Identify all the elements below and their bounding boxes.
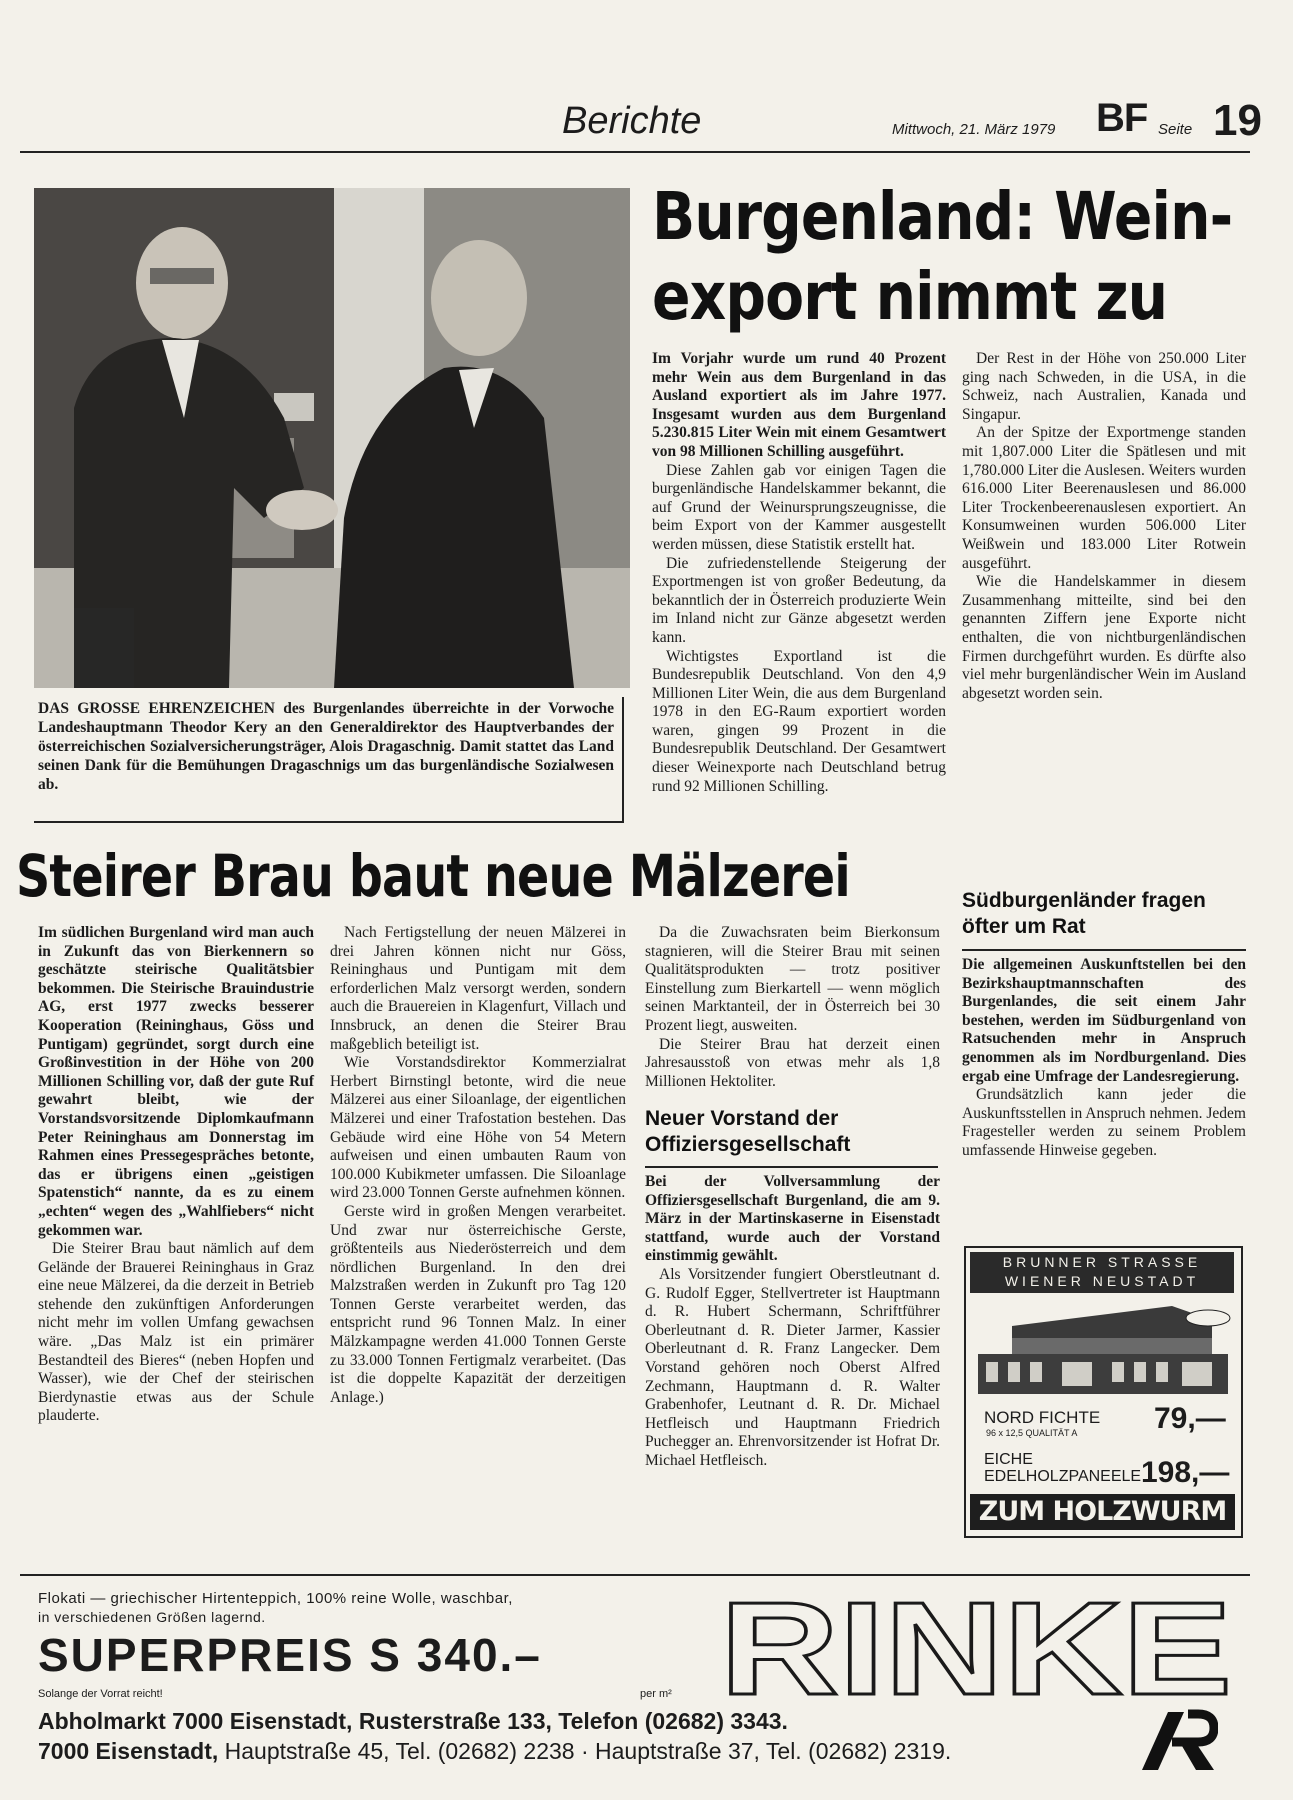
wine-article-paragraph: Die zufriedenstellende Steigerung der Exportmengen ist von großer Bedeutung, da bekanntlich der in Österreich produzierte Wein im Inland nicht zur Gänze abgesetzt werden kann.	[652, 554, 946, 646]
ar-logo-icon	[1138, 1706, 1218, 1776]
steirer-article-paragraph: Da die Zuwachsraten beim Bierkonsum stagnieren, will die Steirer Brau mit seinen Qualitätsprodukten — trotz positiver Einstellung zum Bierkartell — wenn möglich seinen Marktanteil, der in Österreich bei 30 Prozent liegt, ausweiten.	[645, 924, 940, 1034]
rinke-price-unit: per m²	[640, 1688, 672, 1700]
wine-article-paragraph: An der Spitze der Exportmenge standen mit 1,807.000 Liter die Spätlesen und mit 1,780.000 Liter die Auslesen. Weiters wurden 616.000 Liter Beerenauslesen und 86.000 Liter Trockenbeerenauslesen exportiert. An Konsumweinen wurden 506.000 Liter Weißwein und 183.000 Liter Rotwein ausgeführt.	[962, 424, 1246, 572]
holzwurm-offer-2-detail: EDELHOLZPANEELE	[984, 1468, 1142, 1485]
headline-suedburgenlaender: Südburgenländer fragen öfter um Rat	[962, 889, 1206, 938]
rinke-logo	[718, 1590, 1238, 1700]
headline-officers: Neuer Vorstand der Offiziersgesellschaft	[645, 1107, 851, 1156]
newspaper-logo: BF	[1096, 96, 1148, 140]
officers-article-lead: Bei der Vollversammlung der Offiziersgesellschaft Burgenland, die am 9. März in der Martinskaserne in Eisenstadt stattfand, wurde auch der Vorstand einstimmig gewählt.	[645, 1173, 940, 1265]
rinke-superpreis: SUPERPREIS S 340.–	[38, 1629, 542, 1681]
rinke-logo-text: RINKE	[720, 1590, 1232, 1700]
wine-article-paragraph: Wichtigstes Exportland ist die Bundesrepublik Deutschland. Von den 4,9 Millionen Liter Wein, die aus dem Burgenland 1978 in den EG-Raum exportiert worden waren, gingen 99 Prozent in die Bundesrepublik Deutschland. Der Gesamtwert dieser Weinexporte nach Deutschland betrug rund 92 Millionen Schilling.	[652, 647, 946, 795]
page-number: 19	[1213, 96, 1262, 145]
rinke-address-city: 7000 Eisenstadt,	[38, 1738, 219, 1764]
holzwurm-brand: ZUM HOLZWURM	[970, 1494, 1235, 1530]
section-title: Berichte	[562, 100, 702, 142]
holzwurm-address	[970, 1252, 1234, 1293]
steirer-article-column-1	[38, 924, 314, 1426]
rinke-vorrat-note: Solange der Vorrat reicht!	[38, 1688, 163, 1700]
steirer-article-paragraph: Wie Vorstandsdirektor Kommerzialrat Herbert Birnstingl betonte, wird die neue Mälzerei aus einer Siloanlage, der eigentlichen Mälzerei und einer Trafostation bestehen. Das Gebäude wird eine Höhe von 54 Metern aufweisen und einen umbauten Raum von 100.000 Kubikmeter umfassen. Die Siloanlage wird 23.000 Tonnen Gerste aufnehmen können.	[330, 1054, 626, 1202]
sued-rule	[962, 949, 1246, 951]
steirer-article-column-2	[330, 924, 626, 1407]
holzwurm-offer-2-price: 198,—	[1141, 1456, 1230, 1489]
holzwurm-offer-1-detail: 96 x 12,5 QUALITÄT A	[986, 1428, 1078, 1438]
rinke-flokati-line: Flokati — griechischer Hirtenteppich, 100% reine Wolle, waschbar,	[38, 1590, 513, 1607]
steirer-article-lead: Im südlichen Burgenland wird man auch in Zukunft das von Bierkennern so geschätzte steirische Qualitätsbier bekommen. Die Steirische Brauindustrie AG, erst 1977 zwecks besserer Kooperation (Reininghaus, Göss und Puntigam) gegründet, sorgt durch eine Großinvestition in der Höhe von 200 Millionen Schilling vor, daß der gute Ruf gewahrt bleibt, wie der Vorstandsvorsitzende Diplomkaufmann Peter Reininghaus am Donnerstag im Rahmen eines Pressegespräches betonte, das er übrigens einen „geistigen Spatenstich“ nannte, da es zu einem „echten“ wegen des „Wahlfiebers“ nicht gekommen war.	[38, 924, 314, 1239]
steirer-article-paragraph: Gerste wird in großen Mengen verarbeitet. Und zwar nur österreichische Gerste, größtenteils aus Niederösterreich und dem nördlichen Burgenland. In den drei Malzstraßen werden in Zukunft pro Tag 120 Tonnen Gerste verarbeitet werden, das entspricht rund 96 Tonnen Malz. In einer Mälzkampagne werden 41.000 Tonnen Gerste zu 33.000 Tonnen Fertigmalz verarbeitet. (Das ist die doppelte Kapazität der derzeitigen Anlage.)	[330, 1202, 626, 1406]
page-label: Seite	[1158, 121, 1193, 138]
officers-article-paragraph: Als Vorsitzender fungiert Oberstleutnant d. G. Rudolf Egger, Stellvertreter ist Hauptmann d. R. Hubert Schermann, Schriftführer Oberleutnant d. R. Dieter Jarmer, Kassier Oberleutnant d. R. Franz Langecker. Dem Vorstand gehören noch Oberst Alfred Zechmann, Hauptmann d. R. Walter Grabenhofer, Leutnant d. R. Dr. Michael Hetfleisch und Hauptmann Friedrich Puchegger an. Ehrenvorsitzender ist Hofrat Dr. Michael Hetfleisch.	[645, 1265, 940, 1469]
steirer-article-column-3	[645, 924, 940, 1091]
sued-article-lead: Die allgemeinen Auskunftstellen bei den Bezirkshauptmannschaften des Burgenlandes, die seit einem Jahr bestehen, werden im Südburgenland von Ratsuchenden mehr in Anspruch genommen als im Nordburgenland. Dies ergab eine Umfrage der Landesregierung.	[962, 956, 1246, 1085]
steirer-article-paragraph: Die Steirer Brau hat derzeit einen Jahresausstoß von etwas mehr als 1,8 Millionen Hektoliter.	[645, 1035, 940, 1090]
wine-article-paragraph: Der Rest in der Höhe von 250.000 Liter ging nach Schweden, in die USA, in die Schweiz, nach Australien, Kanada und Singapur.	[962, 350, 1246, 423]
photo-caption: DAS GROSSE EHRENZEICHEN des Burgenlandes überreichte in der Vorwoche Landeshauptmann Theodor Kery an den Generaldirektor des Hauptverbandes der österreichischen Sozialversicherungsträger, Alois Dragaschnig. Damit stattet das Land seinen Dank für die Bemühungen Dragaschnigs um das burgenländische Sozialwesen ab.	[34, 697, 624, 823]
issue-date: Mittwoch, 21. März 1979	[892, 121, 1056, 138]
handshake-photo-image	[34, 188, 630, 688]
holzwurm-address-line2: WIENER NEUSTADT	[1004, 1273, 1200, 1289]
steirer-article-paragraph: Die Steirer Brau baut nämlich auf dem Gelände der Brauerei Reininghaus in Graz eine neue Mälzerei, da die derzeit in Betrieb stehende den zukünftigen Anforderungen nicht mehr im vollen Umfang gewachsen wäre. „Das Malz ist ein primärer Bestandteil des Bieres“ (neben Hopfen und Wasser), wie der Chef der steirischen Bierdynastie etwas aus der Schule plauderte.	[38, 1240, 314, 1425]
rinke-address-abholmarkt: Abholmarkt 7000 Eisenstadt, Rusterstraße 133, Telefon (02682) 3343.	[38, 1708, 788, 1734]
steirer-article-paragraph: Nach Fertigstellung der neuen Mälzerei in drei Jahren können nicht nur Göss, Reininghaus und Puntigam mit dem erforderlichen Malz versorgt werden, sondern auch die Brauereien in Klagenfurt, Villach und Innsbruck, an denen die Steirer Brau maßgeblich beteiligt ist.	[330, 924, 626, 1053]
wine-article-column-1	[652, 350, 946, 796]
wine-article-paragraph: Diese Zahlen gab vor einigen Tagen die burgenländische Handelskammer bekannt, die auf Grund der Weinursprungszeugnisse, die beim Export von der Kammer ausgestellt werden müssen, diese Statistik erstellt hat.	[652, 461, 946, 553]
headline-steirer-brau: Steirer Brau baut neue Mälzerei	[16, 842, 850, 910]
officers-article-body	[645, 1173, 940, 1471]
holzwurm-offer-1-price: 79,—	[1154, 1402, 1226, 1435]
rinke-advertisement	[20, 1574, 1250, 1786]
holzwurm-advertisement	[964, 1246, 1243, 1538]
handshake-photo	[34, 188, 630, 688]
header-rule	[20, 151, 1250, 153]
headline-wine-line1: Burgenland: Wein-	[652, 178, 1233, 255]
headline-wine-line2: export nimmt zu	[652, 258, 1168, 335]
rinke-sizes-line: in verschiedenen Größen lagernd.	[38, 1609, 266, 1625]
holzwurm-offer-2-name: EICHE	[984, 1451, 1033, 1468]
sued-article-body	[962, 956, 1246, 1161]
holzwurm-offer-1-name: NORD FICHTE	[984, 1408, 1101, 1427]
holzwurm-building-illustration	[972, 1298, 1234, 1398]
rinke-address-hauptstrasse	[38, 1738, 951, 1765]
sued-article-paragraph: Grundsätzlich kann jeder die Auskunftsstellen in Anspruch nehmen. Jedem Fragesteller werden zu seinem Problem umfassende Hinweise gegeben.	[962, 1086, 1246, 1159]
rinke-address-rest: Hauptstraße 45, Tel. (02682) 2238 · Hauptstraße 37, Tel. (02682) 2319.	[218, 1738, 952, 1764]
officers-rule	[645, 1166, 938, 1168]
wine-article-column-2	[962, 350, 1246, 703]
wine-article-lead: Im Vorjahr wurde um rund 40 Prozent mehr Wein aus dem Burgenland in das Ausland exportiert als im Jahre 1977. Insgesamt wurden aus dem Burgenland 5.230.815 Liter Wein mit einem Gesamtwert von 98 Millionen Schilling ausgeführt.	[652, 350, 946, 460]
holzwurm-address-line1: BRUNNER STRASSE	[1002, 1254, 1202, 1270]
wine-article-paragraph: Wie die Handelskammer in diesem Zusammenhang mitteilte, sind bei den genannten Ziffern jene Exporte nicht enthalten, die von nichtburgenländischen Firmen durchgeführt wurden. Es dürfte also viel mehr burgenländischer Wein im Ausland abgesetzt worden sein.	[962, 573, 1246, 702]
